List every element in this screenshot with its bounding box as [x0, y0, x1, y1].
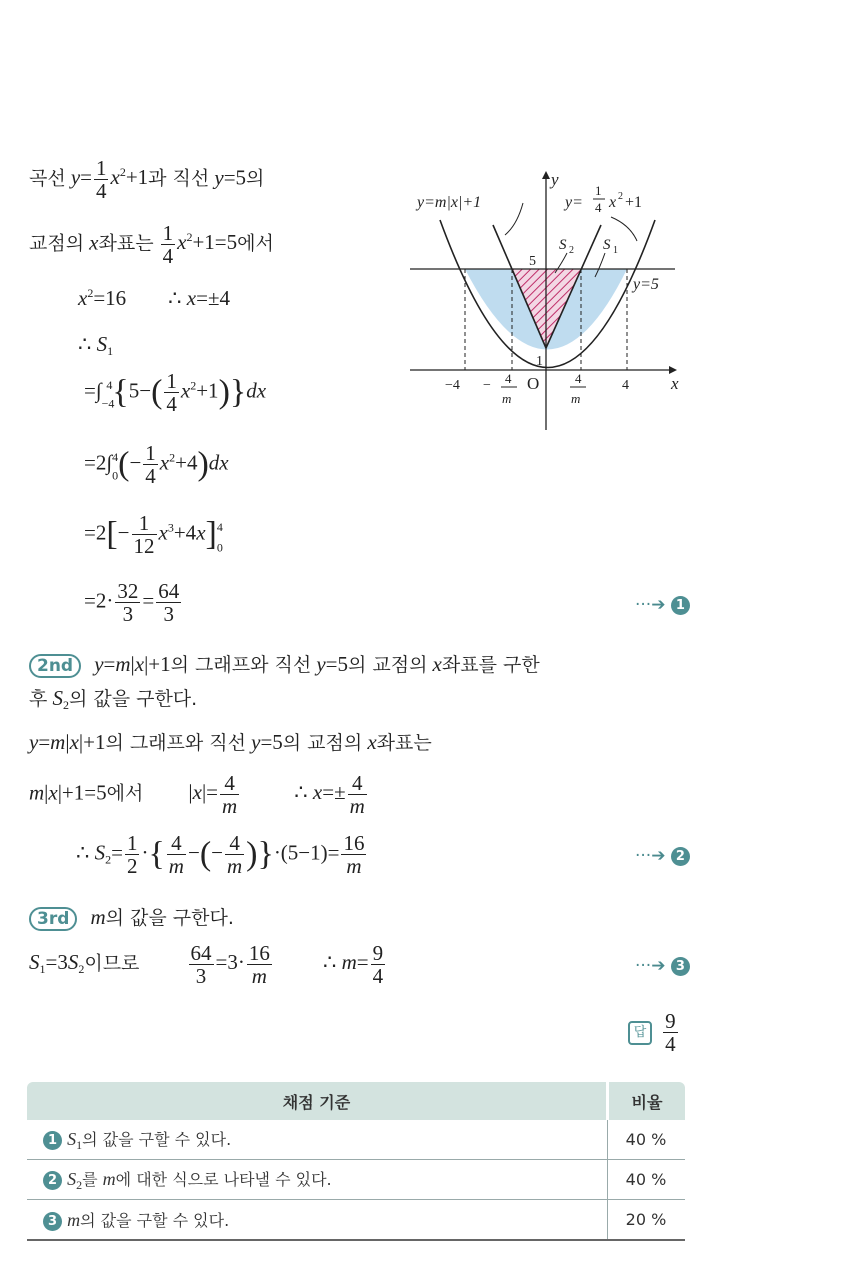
grading-table — [27, 1082, 685, 1241]
svg-text:S: S — [559, 237, 567, 253]
eq-s1-result: =2· $\frac{32}{3}$ = $\frac{64}{3}$ — [84, 579, 180, 627]
step2-text: y=m|x|+1의 그래프와 직선 y=5의 교점의 x좌표는 — [29, 730, 432, 754]
svg-text:S: S — [603, 237, 611, 253]
eq-s2: ∴ $S_2=$ $\frac{1}{2}$ ·{ $\frac{4}{m}$ −(− $\frac{4}{m}$ )}·(5−1)= $\frac{16}{m}$ — [76, 831, 365, 879]
step2-badge: 2nd — [29, 654, 81, 678]
step3-heading: 3rd m의 값을 구한다. — [29, 903, 234, 931]
svg-text:y: y — [551, 170, 559, 189]
svg-text:5: 5 — [529, 254, 536, 269]
svg-text:1: 1 — [613, 245, 618, 256]
svg-text:O: O — [527, 374, 540, 393]
svg-text:2: 2 — [569, 245, 574, 256]
step2-heading: 2nd y=m|x|+1의 그래프와 직선 y=5의 교점의 x좌표를 구한 — [29, 650, 540, 678]
svg-text:y=: y= — [565, 194, 583, 211]
svg-text:4: 4 — [505, 371, 512, 386]
step3-badge: 3rd — [29, 907, 77, 931]
table-row: 1 $S_1$의 값을 구할 수 있다. 40 % — [27, 1120, 685, 1160]
table-row: 2 $S_2$를 m에 대한 식으로 나타낼 수 있다. 40 % — [27, 1160, 685, 1200]
svg-text:y=m|x|+1: y=m|x|+1 — [417, 194, 482, 211]
svg-text:1: 1 — [536, 354, 543, 369]
step3-eq: $S_1=3S_2$이므로 $\frac{64}{3}$ =3· $\frac{16}{m}$ ∴ m= $\frac{9}{4}$ — [29, 941, 384, 989]
eq-x-squared: $x^2=16$ ∴ x=±4 — [78, 286, 230, 310]
answer-badge: 답 — [628, 1021, 652, 1045]
step2-heading-line2: 후 $S_2$의 값을 구한다. — [29, 686, 198, 712]
answer: 답 $\frac{9}{4}$ — [628, 1010, 680, 1055]
header-criteria: 채점 기준 — [27, 1082, 608, 1120]
step2-eq: m|x|+1=5에서 |x|= $\frac{4}{m}$ ∴ x=± $\frac{4}{m}$ — [29, 771, 365, 819]
intro-line-1: 곡선 y= $\frac{1}{4}$ $x^2+1$과 직선 y=5의 — [29, 156, 265, 204]
svg-text:4: 4 — [622, 378, 629, 393]
svg-text:4: 4 — [575, 371, 582, 386]
table-row: 3 m의 값을 구할 수 있다. 20 % — [27, 1200, 685, 1241]
svg-text:+1: +1 — [625, 194, 643, 211]
svg-text:x: x — [671, 374, 679, 393]
intro-line-2: 교점의 x좌표는 $\frac{1}{4}$ $x^2+1=5$에서 — [29, 221, 274, 269]
svg-text:m: m — [502, 391, 512, 406]
eq-s1-integral-2: $=2\int_0^4(-$ $\frac{1}{4}$ $x^2+4)dx$ — [84, 441, 229, 489]
table-header — [27, 1082, 685, 1120]
svg-text:4: 4 — [595, 200, 602, 215]
svg-text:1: 1 — [595, 183, 602, 198]
svg-text:−4: −4 — [445, 378, 460, 393]
eq-s1-label: ∴ $S_1$ — [78, 332, 114, 358]
header-ratio: 비율 — [608, 1082, 686, 1120]
svg-text:−: − — [483, 378, 491, 393]
marker-3: ···➔ 3 — [635, 956, 690, 976]
svg-text:y=5: y=5 — [633, 276, 659, 293]
svg-text:m: m — [571, 391, 581, 406]
svg-text:2: 2 — [618, 191, 623, 202]
marker-2: ···➔ 2 — [635, 846, 690, 866]
eq-s1-antideriv: =2[− $\frac{1}{12}$ $x^3+4x]_0^4$ — [84, 511, 223, 559]
marker-1: ···➔ 1 — [635, 595, 690, 615]
svg-text:x: x — [609, 194, 617, 211]
parabola-graph — [405, 165, 690, 435]
eq-s1-integral: $=\int_{-4}^4\{5-$( $\frac{1}{4}$ $x^2+1)\}dx$ — [84, 369, 267, 417]
